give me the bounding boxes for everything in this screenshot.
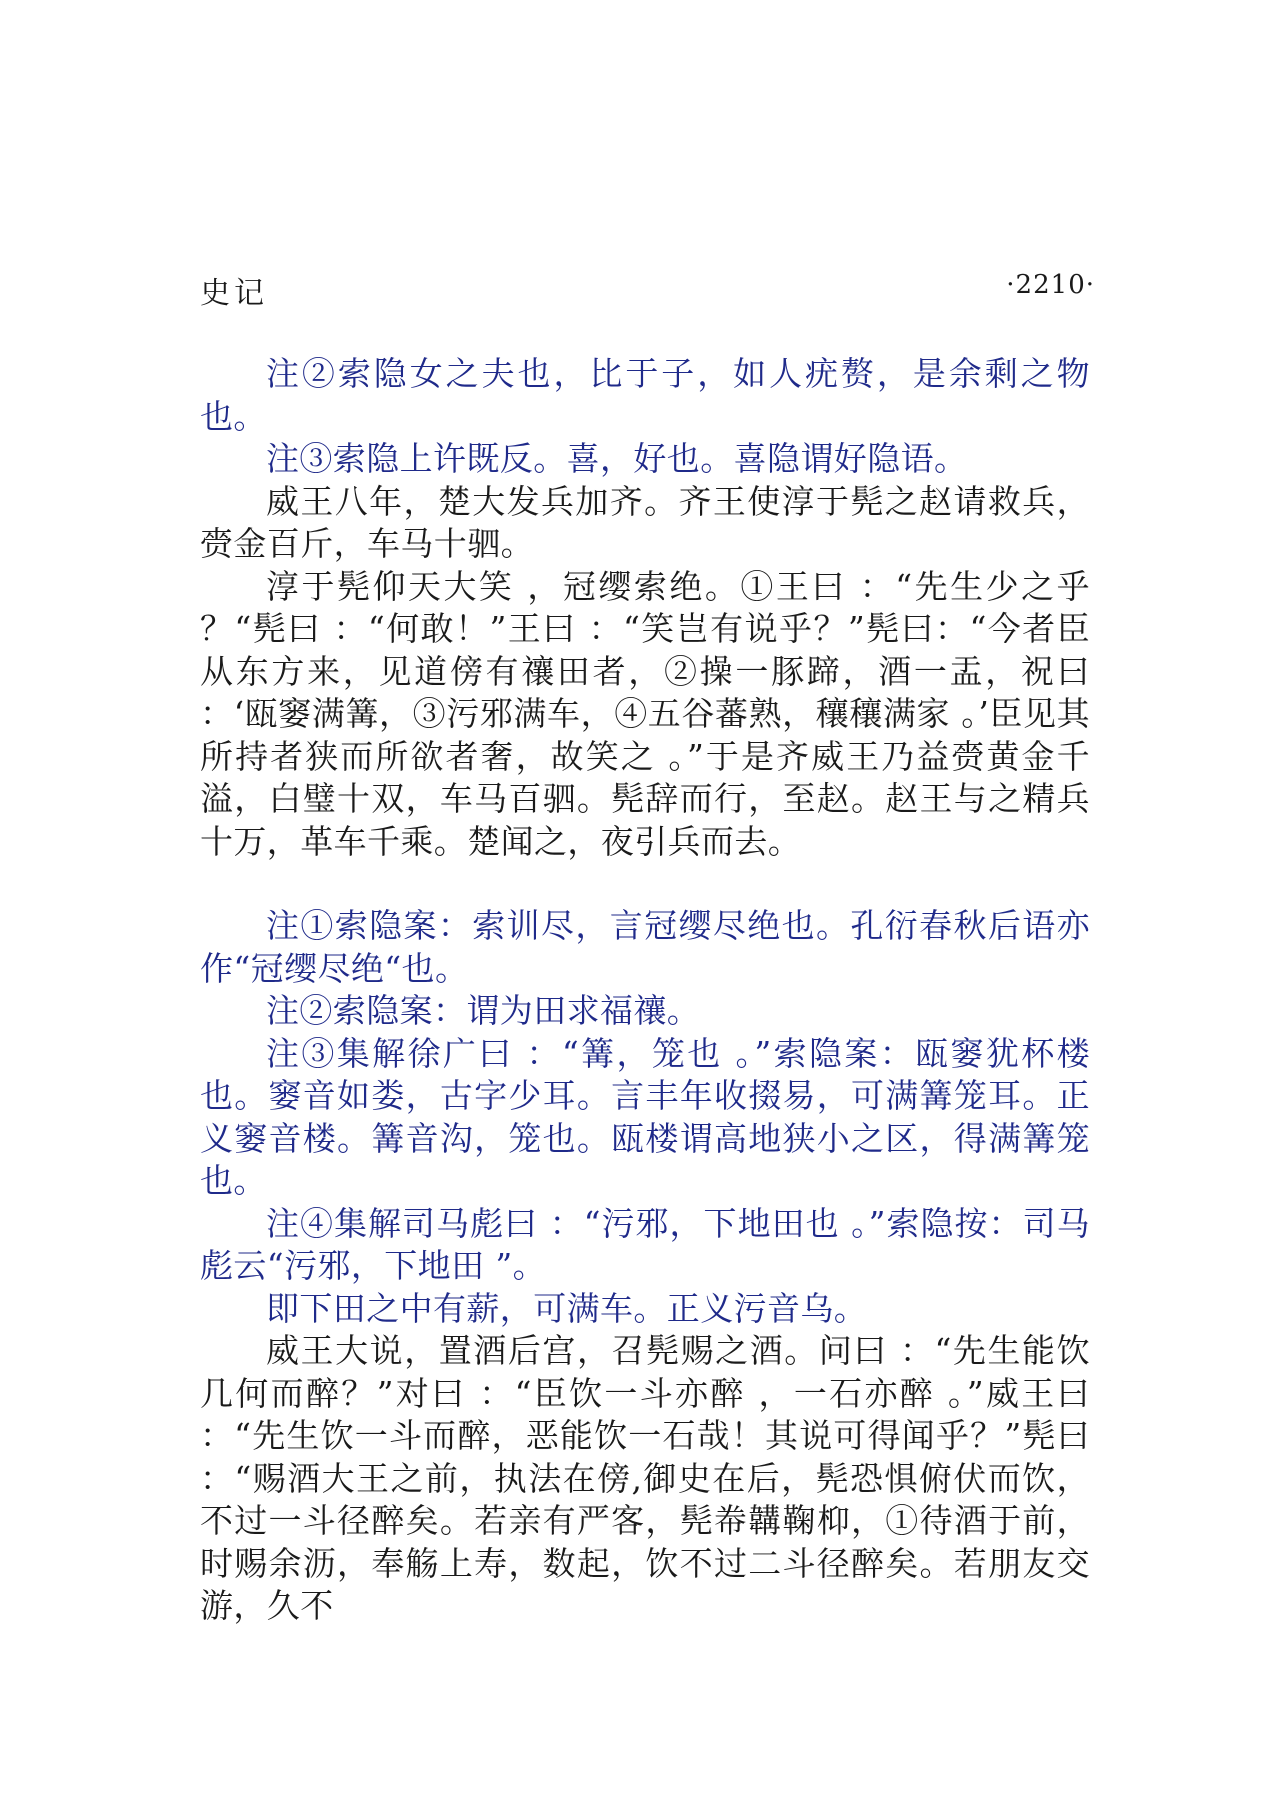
main-paragraph: 威王八年，楚大发兵加齐。齐王使淳于髡之赵请救兵，赍金百斤，车马十驷。 xyxy=(200,481,1090,563)
annotation-paragraph: 注③集解徐广曰 ：“篝，笼也 。”索隐案：瓯窭犹杯楼也。窭音如娄，古字少耳。言丰年收掇易，可满篝笼耳。正义窭音楼。篝音沟，笼也。瓯楼谓高地狭小之区，得满篝笼也。 xyxy=(200,1033,1090,1200)
annotation-paragraph: 注①索隐案：索训尽，言冠缨尽绝也。孔衍春秋后语亦作“冠缨尽绝“也。 xyxy=(200,906,1090,988)
body-text xyxy=(200,353,1090,1628)
book-title: 史记 xyxy=(200,276,268,311)
annotation-paragraph: 注③索隐上许既反。喜，好也。喜隐谓好隐语。 xyxy=(266,439,968,478)
page-number: ·2210· xyxy=(1006,270,1095,300)
annotation-paragraph: 即下田之中有薪，可满车。正义污音乌。 xyxy=(266,1288,868,1328)
main-paragraph: 威王大说，置酒后宫，召髡赐之酒。问曰 ：“先生能饮几何而醉？”对曰 ：“臣饮一斗亦醉 ，一石亦醉 。”威王曰 ：“先生饮一斗而醉，恶能饮一石哉！其说可得闻乎？”髡曰 ：“赐酒大王之前，执法在傍,御史在后，髡恐惧俯伏而饮，不过一斗径醉矣。若亲有严客，髡帣韝鞠枊，①待酒于前，时赐余沥，奉觞上寿，数起，饮不过二斗径醉矣。若朋友交游，久不 xyxy=(200,1331,1090,1625)
annotation-paragraph: 注④集解司马彪曰 ：“污邪，下地田也 。”索隐按：司马彪云“污邪，下地田 ”。 xyxy=(200,1203,1090,1285)
annotation-paragraph: 注②索隐案：谓为田求福禳。 xyxy=(266,991,701,1030)
annotation-paragraph: 注②索隐女之夫也，比于子，如人疣赘，是余剩之物也。 xyxy=(200,354,1090,436)
page-header xyxy=(200,268,1095,316)
paragraph-spacer xyxy=(200,863,1090,905)
main-paragraph: 淳于髡仰天大笑 ，冠缨索绝。①王曰 ：“先生少之乎 ？“髡曰 ：“何敢！”王曰 ：“笑岂有说乎？”髡曰：“今者臣从东方来，见道傍有禳田者，②操一豚蹄，酒一盂，祝曰 ：‘瓯窭满篝，③污邪满车，④五谷蕃熟，穰穰满家 。’臣见其所持者狭而所欲者奢，故笑之 。”于是齐威王乃益赍黄金千溢，白璧十双，车马百驷。髡辞而行，至赵。赵王与之精兵十万，革车千乘。楚闻之，夜引兵而去。 xyxy=(200,566,1090,861)
